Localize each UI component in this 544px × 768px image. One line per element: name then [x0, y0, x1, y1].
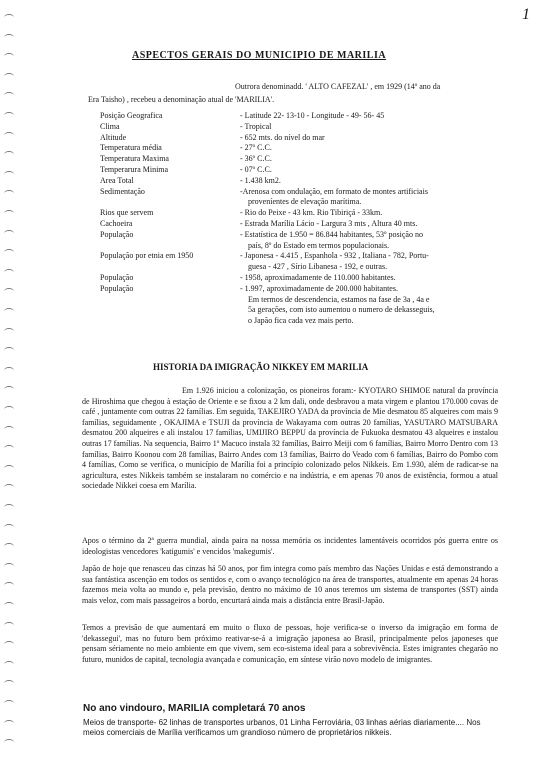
fact-label: População por etnia em 1950 [100, 251, 194, 261]
fact-value: - 1.438 km2. [240, 175, 281, 185]
binder-hole [4, 308, 14, 315]
history-paragraph-4 [82, 623, 498, 665]
binder-hole [4, 406, 14, 413]
document-title: ASPECTOS GERAIS DO MUNICIPIO DE MARILIA [132, 50, 387, 61]
binder-hole [4, 92, 14, 99]
footer-paragraph: Meios de transporte- 62 linhas de transportes urbanos, 01 Linha Ferroviária, 03 linhas aérias diariamente.... Nos meios comerciais de Marília verificamos um grandioso número de proprietários nikkeis. [83, 718, 481, 737]
fact-value: 5a gerações, com isto aumentou o numero de dekasseguis, [248, 305, 435, 315]
fact-label: Altitude [100, 132, 127, 142]
binder-hole [4, 53, 14, 60]
binder-hole [4, 230, 14, 237]
binder-hole [4, 73, 14, 80]
fact-value: -Arenosa com ondulação, em formato de montes artificiais [240, 186, 428, 196]
history-paragraph-2 [82, 536, 498, 557]
fact-value: - 1958, aproximadamente de 110.000 habitantes. [240, 273, 396, 282]
fact-value: - Rio do Peixe - 43 km. Rio Tibiriçá - 33km. [240, 208, 383, 218]
binder-hole [4, 484, 14, 491]
paragraph-text: Temos a previsão de que aumentará em muito o fluxo de pessoas, hoje verifica-se o inverso da imigração em forma de 'dekassegui', mas no futuro bem próximo reativar-se-á a imigração japonesa ao Brasil, principalmente pelos japoneses que pensam sériamente no meio ambiente em que vivem, sem eco-sistema ideal para a sobrevivência. Estes imigrantes chegarão no futuro, munidos de capital, tecnologia avançada e comunicação, em síntese virão novo modelo de imigrantes. [82, 623, 498, 664]
fact-value: guesa - 427 , Sírio Libanesa - 192, e outras. [248, 262, 388, 272]
subheading: No ano vindouro, MARILIA completará 70 anos [83, 703, 306, 714]
fact-label: População [100, 273, 134, 282]
binder-hole [4, 151, 14, 158]
fact-value: - Estrada Marília Lácio - Largura 3 mts , Altura 40 mts. [240, 219, 418, 228]
binder-hole [4, 720, 14, 727]
paragraph-text: Japão de hoje que renasceu das cinzas há 50 anos, por fim integra como país membro das Nações Unidas e está demonstrando a sua fantástica ascenção em todos os sentidos e, com o avanço tecnológico na área de transportes, atualmente em apenas 24 horas fazemos meia volta ao mundo e, pela previsão, dentro no máximo de 10 anos teremos um sistema de transportes (SST) ainda mais veloz, com mais passageiros a bordo, encurtará ainda mais a distância entre Brasil-Japão. [82, 564, 498, 605]
fact-label: Rios que servem [100, 208, 154, 218]
fact-value: o Japão fica cada vez mais perto. [248, 316, 354, 326]
binder-hole [4, 269, 14, 276]
fact-label: Temperatura Maxima [100, 154, 169, 164]
binder-hole [4, 426, 14, 433]
binder-hole [4, 700, 14, 707]
fact-label: Sedimentação [100, 186, 145, 196]
fact-value: - 1.997, aproximadamente de 200.000 habitantes. [240, 283, 398, 293]
fact-label: Cachoeira [100, 219, 133, 228]
page-number: 1 [522, 6, 530, 23]
paragraph-text: Em 1.926 iniciou a colonização, os pioneiros foram:- KYOTARO SHIMOE natural da província de Hiroshima que chegou à estação de Oriente e se fixou a 2 km dali, onde desbravou a mata virgem e plantou 170.000 covas de café , juntamente com outras 22 famílias. Em seguida, TAKEJIRO YADA da província de Mie desmatou 85 alqueires com mais 9 famílias, seguidamente , OKAJIMA e TSUJI da província de Wakayama com outras 20 famílias, YASUTARO MATSUBARA desmatou 200 alqueires e ali instalou 17 famílias, UMIJIRO BEPPU da província de Fukuoka desmatou 43 alqueires e instalou outras 17 famílias. Na sequencia, Bairro 1º Macuco instala 32 famílias, Bairro Meiji com 6 famílias, Bairro Morro Dentro com 13 famílias, Bairro Koonou com 28 famílias, Bairro Andes com 13 famílias, Bairro do Veado com 6 famílias, Bairro do Pombo com 4 famílias, Como se verifica, o município de Marília foi a princípio colonizado pelos Nikkeis. Em 1.930, além de radicar-se na agricultura, estes Nikkeis também se instalaram no comércio e na indústria, e em apenas 70 anos de existência, formou a atual sociedade Nikkei coesa em Marília. [82, 386, 498, 491]
binder-hole [4, 190, 14, 197]
fact-value: - Estatística de 1.950 = 86.844 habitantes, 53º posição no [240, 229, 423, 239]
binder-hole [4, 543, 14, 550]
binder-hole [4, 465, 14, 472]
fact-value: - 27º C.C. [240, 143, 272, 153]
fact-value: Em termos de descendencia, estamos na fase de 3a , 4a e [248, 294, 430, 304]
binder-hole [4, 14, 14, 21]
fact-label: Posição Geografica [100, 111, 163, 120]
fact-value: - Latitude 22- 13-10 - Longitude - 49- 56- 45 [240, 111, 385, 120]
binder-hole [4, 524, 14, 531]
fact-label: Temperarura Minima [100, 165, 169, 174]
section-title: HISTORIA DA IMIGRAÇÃO NIKKEY EM MARILIA [153, 362, 369, 372]
binder-hole [4, 602, 14, 609]
paragraph-text: Apos o término da 2ª guerra mundial, ainda paira na nossa memória os incidentes lamentáveis ocorridos pós guerra entre os ideologistas vencedores 'katigumis' e vencidos 'makegumis'. [82, 536, 498, 556]
binder-hole [4, 661, 14, 668]
binder-hole [4, 504, 14, 511]
binder-hole [4, 210, 14, 217]
binder-hole [4, 622, 14, 629]
binder-hole [4, 347, 14, 354]
history-paragraph-1 [82, 386, 498, 492]
binder-hole [4, 641, 14, 648]
binder-hole [4, 445, 14, 452]
binder-hole [4, 132, 14, 139]
binder-hole [4, 112, 14, 119]
fact-label: População [100, 229, 134, 239]
binder-hole [4, 582, 14, 589]
fact-label: Clima [100, 121, 120, 131]
intro-line-2: Era Taisho) , recebeu a denominação atual de 'MARILIA'. [88, 95, 275, 104]
binder-hole [4, 249, 14, 256]
binder-hole [4, 367, 14, 374]
binder-holes [4, 14, 18, 764]
binder-hole [4, 328, 14, 335]
fact-value: país, 8º do Estado em termos populacionais. [248, 240, 390, 250]
intro-line-1: Outrora denominadd. ' ALTO CAFEZAL' , em 1929 (14º ano da [235, 82, 441, 91]
fact-value: - Tropical [240, 121, 272, 131]
fact-value: - 36º C.C. [240, 154, 272, 164]
binder-hole [4, 386, 14, 393]
binder-hole [4, 288, 14, 295]
binder-hole [4, 680, 14, 687]
fact-value: - 652 mts. do nível do mar [240, 132, 325, 142]
binder-hole [4, 34, 14, 41]
fact-label: Temperatura média [100, 143, 162, 153]
fact-value: - Japonesa - 4.415 , Espanhola - 932 , Italiana - 782, Portu- [240, 251, 429, 261]
binder-hole [4, 739, 14, 746]
history-paragraph-3 [82, 564, 498, 606]
fact-value: - 07º C.C. [240, 165, 272, 174]
fact-value: proveníentes de elevação marítima. [248, 197, 362, 207]
binder-hole [4, 563, 14, 570]
fact-label: Area Total [100, 175, 134, 185]
binder-hole [4, 171, 14, 178]
fact-label: População [100, 283, 134, 293]
